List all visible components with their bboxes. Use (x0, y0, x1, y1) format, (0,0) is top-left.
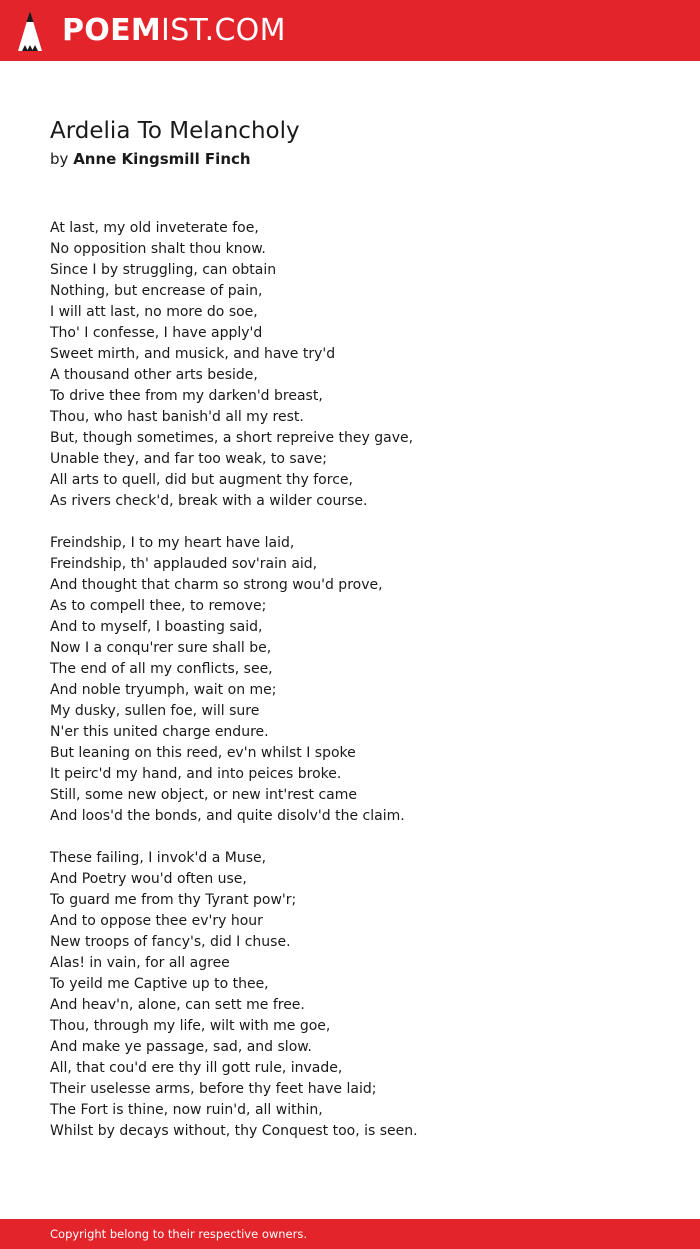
poem-line: And Poetry wou'd often use, (50, 871, 247, 887)
poem-line: To yeild me Captive up to thee, (50, 976, 269, 992)
byline (50, 148, 251, 170)
poem-line: Nothing, but encrease of pain, (50, 283, 263, 299)
logo-light-text: IST.COM (161, 13, 286, 48)
poem-line: And heav'n, alone, can sett me free. (50, 997, 305, 1013)
author-name: Anne Kingsmill Finch (73, 150, 251, 168)
logo-bold-text: POEM (62, 13, 162, 48)
poem-line: As rivers check'd, break with a wilder course. (50, 493, 368, 509)
site-footer (0, 1219, 700, 1249)
poem-line: All arts to quell, did but augment thy force, (50, 472, 353, 488)
poem-line: Now I a conqu'rer sure shall be, (50, 640, 272, 656)
poem-line: Unable they, and far too weak, to save; (50, 451, 327, 467)
stanza (50, 848, 670, 1142)
poem-line: A thousand other arts beside, (50, 367, 258, 383)
by-label: by (50, 150, 69, 168)
poem-line: At last, my old inveterate foe, (50, 220, 259, 236)
poem-line: Still, some new object, or new int'rest came (50, 787, 358, 803)
poem-line: The end of all my conflicts, see, (50, 661, 273, 677)
poem-line: The Fort is thine, now ruin'd, all within, (50, 1102, 323, 1118)
poem-line: Tho' I confesse, I have apply'd (50, 325, 263, 341)
site-logo[interactable] (62, 11, 286, 51)
poem-line: These failing, I invok'd a Muse, (50, 850, 267, 866)
poem-line: And make ye passage, sad, and slow. (50, 1039, 312, 1055)
poem-line: New troops of fancy's, did I chuse. (50, 934, 291, 950)
poem-line: And to myself, I boasting said, (50, 619, 263, 635)
poem-line: Alas! in vain, for all agree (50, 955, 230, 971)
pencil-icon[interactable] (17, 10, 43, 52)
poem-line: N'er this united charge endure. (50, 724, 269, 740)
stanza (50, 533, 670, 827)
poem-line: No opposition shalt thou know. (50, 241, 266, 257)
poem-line: Freindship, I to my heart have laid, (50, 535, 295, 551)
poem-line: And loos'd the bonds, and quite disolv'd the claim. (50, 808, 405, 824)
poem-line: To drive thee from my darken'd breast, (50, 388, 323, 404)
poem-line: But, though sometimes, a short repreive they gave, (50, 430, 414, 446)
poem-line: As to compell thee, to remove; (50, 598, 267, 614)
poem-line: Their uselesse arms, before thy feet have laid; (50, 1081, 377, 1097)
poem-line: It peirc'd my hand, and into peices broke. (50, 766, 342, 782)
poem-line: Thou, who hast banish'd all my rest. (50, 409, 304, 425)
poem-line: All, that cou'd ere thy ill gott rule, invade, (50, 1060, 343, 1076)
poem-line: Freindship, th' applauded sov'rain aid, (50, 556, 318, 572)
poem-line: Sweet mirth, and musick, and have try'd (50, 346, 336, 362)
poem-line: Whilst by decays without, thy Conquest too, is seen. (50, 1123, 418, 1139)
copyright-text: Copyright belong to their respective owners. (50, 1227, 308, 1241)
stanza (50, 218, 670, 512)
poem-line: And noble tryumph, wait on me; (50, 682, 277, 698)
site-header (0, 0, 700, 61)
poem-line: I will att last, no more do soe, (50, 304, 258, 320)
poem-line: Thou, through my life, wilt with me goe, (50, 1018, 331, 1034)
poem-title: Ardelia To Melancholy (50, 118, 300, 144)
poem-line: And thought that charm so strong wou'd prove, (50, 577, 383, 593)
poem-line: But leaning on this reed, ev'n whilst I spoke (50, 745, 356, 761)
poem-body (50, 218, 670, 1163)
poem-line: My dusky, sullen foe, will sure (50, 703, 260, 719)
poem-line: To guard me from thy Tyrant pow'r; (50, 892, 297, 908)
poem-line: Since I by struggling, can obtain (50, 262, 277, 278)
poem-line: And to oppose thee ev'ry hour (50, 913, 263, 929)
